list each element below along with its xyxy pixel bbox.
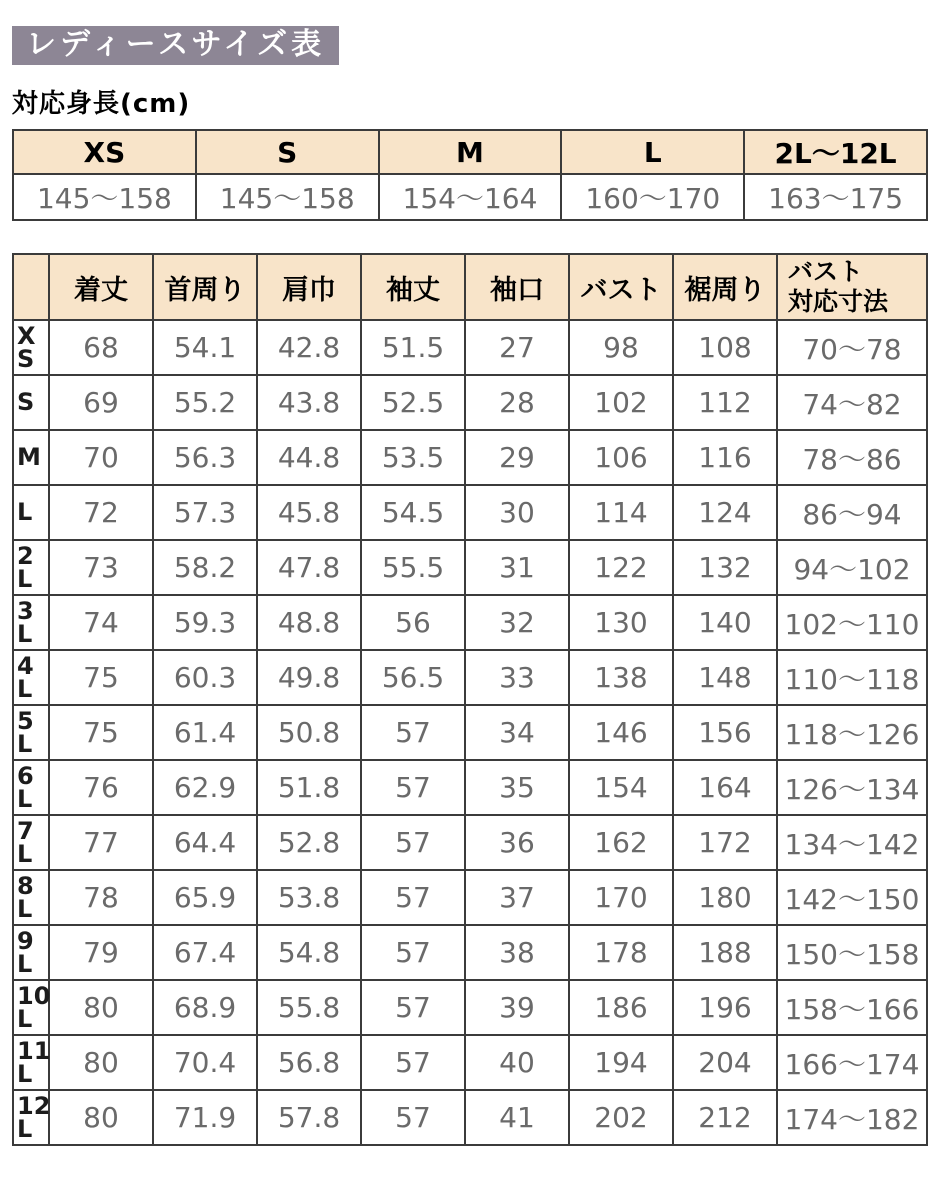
measurement-cell: 33 — [465, 650, 569, 705]
measurement-cell: 68 — [49, 320, 153, 375]
height-table-header-row — [13, 130, 927, 174]
size-label: 9 L — [13, 925, 49, 980]
measurement-col-header: 着丈 — [49, 254, 153, 320]
measurement-cell: 70 — [49, 430, 153, 485]
measurement-cell: 57 — [361, 925, 465, 980]
measurement-cell: 180 — [673, 870, 777, 925]
measurement-cell: 94〜102 — [777, 540, 927, 595]
size-table-header-row — [13, 254, 927, 320]
size-label: 11 L — [13, 1035, 49, 1090]
measurement-cell: 162 — [569, 815, 673, 870]
measurement-cell: 102〜110 — [777, 595, 927, 650]
measurement-cell: 55.5 — [361, 540, 465, 595]
table-row — [13, 1090, 927, 1145]
size-label: S — [13, 375, 49, 430]
measurement-cell: 39 — [465, 980, 569, 1035]
measurement-cell: 108 — [673, 320, 777, 375]
table-row — [13, 320, 927, 375]
measurement-cell: 50.8 — [257, 705, 361, 760]
measurement-cell: 51.8 — [257, 760, 361, 815]
measurement-cell: 178 — [569, 925, 673, 980]
measurement-cell: 69 — [49, 375, 153, 430]
measurement-cell: 53.8 — [257, 870, 361, 925]
measurement-cell: 110〜118 — [777, 650, 927, 705]
measurement-cell: 116 — [673, 430, 777, 485]
measurement-cell: 58.2 — [153, 540, 257, 595]
measurement-cell: 62.9 — [153, 760, 257, 815]
measurement-cell: 42.8 — [257, 320, 361, 375]
measurement-cell: 106 — [569, 430, 673, 485]
measurement-cell: 28 — [465, 375, 569, 430]
measurement-cell: 34 — [465, 705, 569, 760]
measurement-cell: 74 — [49, 595, 153, 650]
height-col-header: M — [379, 130, 562, 174]
measurement-cell: 57 — [361, 1035, 465, 1090]
measurement-cell: 158〜166 — [777, 980, 927, 1035]
measurement-cell: 130 — [569, 595, 673, 650]
size-label: 12 L — [13, 1090, 49, 1145]
measurement-cell: 57.3 — [153, 485, 257, 540]
table-row — [13, 540, 927, 595]
measurement-cell: 124 — [673, 485, 777, 540]
measurement-cell: 53.5 — [361, 430, 465, 485]
measurement-cell: 86〜94 — [777, 485, 927, 540]
measurement-cell: 126〜134 — [777, 760, 927, 815]
measurement-cell: 156 — [673, 705, 777, 760]
measurement-cell: 43.8 — [257, 375, 361, 430]
measurement-cell: 138 — [569, 650, 673, 705]
measurement-col-header: 裾周り — [673, 254, 777, 320]
measurement-cell: 32 — [465, 595, 569, 650]
measurement-cell: 98 — [569, 320, 673, 375]
table-row — [13, 870, 927, 925]
table-row — [13, 760, 927, 815]
height-col-header: S — [196, 130, 379, 174]
measurement-cell: 52.8 — [257, 815, 361, 870]
measurement-cell: 80 — [49, 1090, 153, 1145]
table-row — [13, 705, 927, 760]
height-range-cell: 145〜158 — [13, 174, 196, 220]
measurement-cell: 146 — [569, 705, 673, 760]
measurement-col-header: 首周り — [153, 254, 257, 320]
size-label: 6 L — [13, 760, 49, 815]
measurement-cell: 188 — [673, 925, 777, 980]
measurement-cell: 67.4 — [153, 925, 257, 980]
measurement-cell: 73 — [49, 540, 153, 595]
measurement-cell: 54.5 — [361, 485, 465, 540]
measurement-cell: 134〜142 — [777, 815, 927, 870]
height-range-cell: 160〜170 — [561, 174, 744, 220]
height-range-cell: 154〜164 — [379, 174, 562, 220]
measurement-cell: 102 — [569, 375, 673, 430]
height-table — [12, 129, 928, 221]
measurement-cell: 56.8 — [257, 1035, 361, 1090]
table-row — [13, 595, 927, 650]
measurement-cell: 114 — [569, 485, 673, 540]
measurement-cell: 132 — [673, 540, 777, 595]
measurement-cell: 64.4 — [153, 815, 257, 870]
measurement-cell: 49.8 — [257, 650, 361, 705]
measurement-cell: 170 — [569, 870, 673, 925]
size-table-corner-cell — [13, 254, 49, 320]
measurement-cell: 154 — [569, 760, 673, 815]
measurement-cell: 37 — [465, 870, 569, 925]
size-label: 7 L — [13, 815, 49, 870]
measurement-cell: 172 — [673, 815, 777, 870]
measurement-cell: 112 — [673, 375, 777, 430]
size-table — [12, 253, 928, 1146]
measurement-cell: 54.8 — [257, 925, 361, 980]
measurement-cell: 57 — [361, 815, 465, 870]
measurement-cell: 164 — [673, 760, 777, 815]
measurement-cell: 57 — [361, 705, 465, 760]
measurement-cell: 56.5 — [361, 650, 465, 705]
measurement-cell: 35 — [465, 760, 569, 815]
measurement-cell: 78〜86 — [777, 430, 927, 485]
measurement-cell: 47.8 — [257, 540, 361, 595]
measurement-cell: 56.3 — [153, 430, 257, 485]
measurement-cell: 204 — [673, 1035, 777, 1090]
measurement-cell: 77 — [49, 815, 153, 870]
table-row — [13, 375, 927, 430]
measurement-cell: 70〜78 — [777, 320, 927, 375]
table-row — [13, 430, 927, 485]
measurement-cell: 44.8 — [257, 430, 361, 485]
size-label: 3 L — [13, 595, 49, 650]
measurement-cell: 40 — [465, 1035, 569, 1090]
table-row — [13, 1035, 927, 1090]
measurement-cell: 212 — [673, 1090, 777, 1145]
height-table-value-row — [13, 174, 927, 220]
height-range-cell: 145〜158 — [196, 174, 379, 220]
measurement-cell: 57 — [361, 870, 465, 925]
measurement-cell: 61.4 — [153, 705, 257, 760]
measurement-cell: 148 — [673, 650, 777, 705]
measurement-col-header: 袖丈 — [361, 254, 465, 320]
measurement-cell: 68.9 — [153, 980, 257, 1035]
measurement-cell: 27 — [465, 320, 569, 375]
size-label: 4 L — [13, 650, 49, 705]
measurement-cell: 174〜182 — [777, 1090, 927, 1145]
table-row — [13, 980, 927, 1035]
measurement-col-header: バスト — [569, 254, 673, 320]
measurement-cell: 76 — [49, 760, 153, 815]
measurement-cell: 194 — [569, 1035, 673, 1090]
measurement-cell: 80 — [49, 1035, 153, 1090]
height-col-header: L — [561, 130, 744, 174]
measurement-cell: 196 — [673, 980, 777, 1035]
measurement-cell: 55.8 — [257, 980, 361, 1035]
page-title: レディースサイズ表 — [12, 26, 339, 65]
measurement-cell: 79 — [49, 925, 153, 980]
measurement-cell: 166〜174 — [777, 1035, 927, 1090]
measurement-cell: 80 — [49, 980, 153, 1035]
measurement-cell: 57 — [361, 760, 465, 815]
table-row — [13, 925, 927, 980]
measurement-cell: 142〜150 — [777, 870, 927, 925]
measurement-cell: 29 — [465, 430, 569, 485]
measurement-col-header: 肩巾 — [257, 254, 361, 320]
measurement-cell: 140 — [673, 595, 777, 650]
height-table-caption: 対応身長(cm) — [12, 89, 191, 119]
height-range-cell: 163〜175 — [744, 174, 927, 220]
measurement-cell: 52.5 — [361, 375, 465, 430]
measurement-cell: 59.3 — [153, 595, 257, 650]
measurement-cell: 38 — [465, 925, 569, 980]
measurement-cell: 71.9 — [153, 1090, 257, 1145]
measurement-cell: 54.1 — [153, 320, 257, 375]
measurement-cell: 45.8 — [257, 485, 361, 540]
measurement-col-header: 袖口 — [465, 254, 569, 320]
measurement-cell: 56 — [361, 595, 465, 650]
height-col-header: XS — [13, 130, 196, 174]
measurement-cell: 57 — [361, 1090, 465, 1145]
measurement-cell: 60.3 — [153, 650, 257, 705]
table-row — [13, 650, 927, 705]
measurement-cell: 57 — [361, 980, 465, 1035]
measurement-cell: 78 — [49, 870, 153, 925]
measurement-cell: 70.4 — [153, 1035, 257, 1090]
measurement-cell: 75 — [49, 650, 153, 705]
size-chart-page — [12, 26, 928, 1146]
bust-range-col-header: バスト 対応寸法 — [777, 254, 927, 320]
measurement-cell: 36 — [465, 815, 569, 870]
measurement-cell: 72 — [49, 485, 153, 540]
measurement-cell: 118〜126 — [777, 705, 927, 760]
height-col-header: 2L〜12L — [744, 130, 927, 174]
table-row — [13, 815, 927, 870]
table-row — [13, 485, 927, 540]
measurement-cell: 57.8 — [257, 1090, 361, 1145]
measurement-cell: 202 — [569, 1090, 673, 1145]
size-label: 8 L — [13, 870, 49, 925]
size-label: M — [13, 430, 49, 485]
measurement-cell: 48.8 — [257, 595, 361, 650]
measurement-cell: 65.9 — [153, 870, 257, 925]
measurement-cell: 41 — [465, 1090, 569, 1145]
size-label: 5 L — [13, 705, 49, 760]
measurement-cell: 150〜158 — [777, 925, 927, 980]
measurement-cell: 74〜82 — [777, 375, 927, 430]
measurement-cell: 75 — [49, 705, 153, 760]
measurement-cell: 122 — [569, 540, 673, 595]
measurement-cell: 55.2 — [153, 375, 257, 430]
size-label: 2 L — [13, 540, 49, 595]
measurement-cell: 31 — [465, 540, 569, 595]
measurement-cell: 186 — [569, 980, 673, 1035]
size-label: X S — [13, 320, 49, 375]
size-label: 10 L — [13, 980, 49, 1035]
measurement-cell: 30 — [465, 485, 569, 540]
size-label: L — [13, 485, 49, 540]
measurement-cell: 51.5 — [361, 320, 465, 375]
